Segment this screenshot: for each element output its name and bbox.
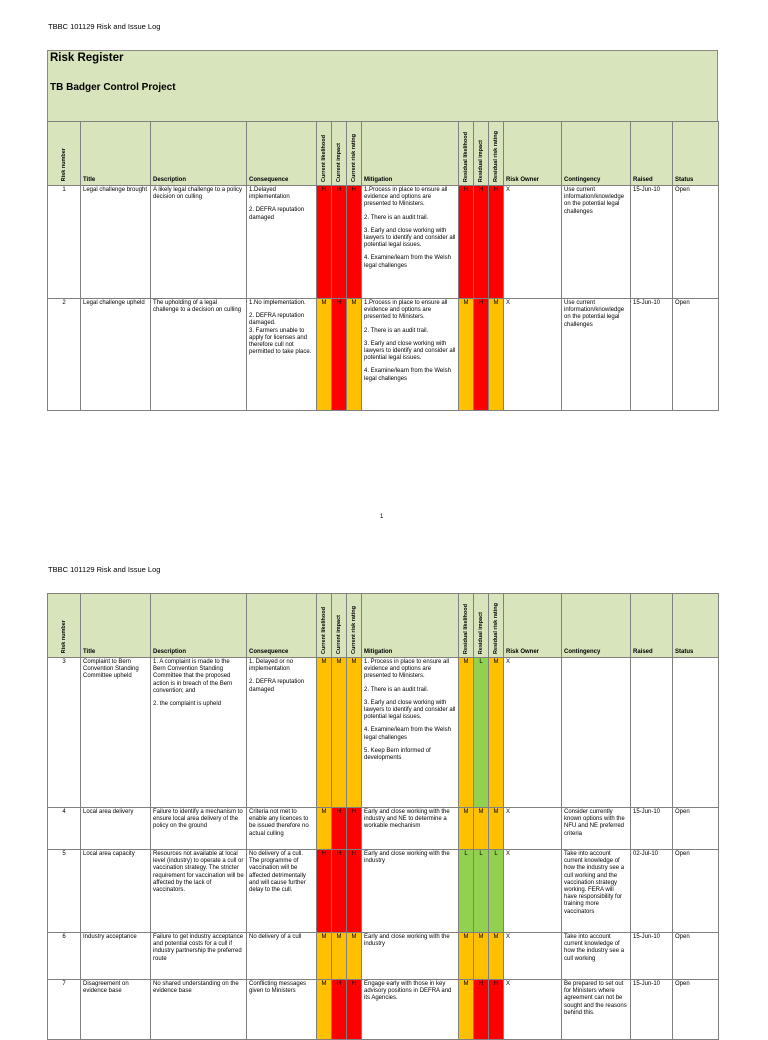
rating-cell-rl: M [459,933,474,980]
rating-cell-rr: M [489,933,504,980]
risk-row [48,980,719,1040]
column-header-current-likelihood [317,594,332,658]
column-header-residual-likelihood [459,594,474,658]
rating-cell-rl: H [459,186,474,299]
column-header-consequence: Consequence [247,122,317,186]
description-paragraph: 1. A complaint is made to the Bern Convention Standing Committee that the proposed action is in breach of the Bern convention; and [153,659,233,694]
column-header-mitigation: Mitigation [362,122,459,186]
cell-title: Complaint to Bern Convention Standing Committee upheld [81,658,151,808]
column-header-raised: Raised [631,122,673,186]
rating-cell-rl: M [459,658,474,808]
description-paragraph: 2. the complaint is upheld [153,700,222,707]
column-header-title: Title [81,122,151,186]
cell-contingency: Use current information/knowledge on the potential legal challenges [562,299,631,411]
cell-mitigation: Early and close working with the industry [362,933,459,980]
cell-contingency: Take into account current knowledge of how the industry see a cull working [562,933,631,980]
column-header-label: Risk number [60,148,67,182]
column-header-current-likelihood [317,122,332,186]
mitigation-paragraph: 1.Process in place to ensure all evidence and options are presented to Ministers. [364,187,448,208]
cell-description: A likely legal challenge to a policy decision on culling [151,186,247,299]
cell-mitigation: Engage early with those in key advisory positions in DEFRA and its Agencies. [362,980,459,1040]
rating-cell-rr: H [489,980,504,1040]
column-header-label: Risk number [60,620,67,654]
register-title-block [47,50,718,122]
cell-description: Resources not available at local level (industry) to operate a cull or vaccination strategy. The stricter requirement for vaccination will be affected by the lack of vaccinators. [151,850,247,933]
cell-consequence: No delivery of a cull. The programme of vaccination will be affected detrimentally and will cause further delay to the cull. [247,850,317,933]
rating-cell-rr: H [489,186,504,299]
column-header-current-impact [332,594,347,658]
cell-raised: 15-Jun-10 [631,933,673,980]
cell-num: 4 [48,808,81,850]
column-header-current-rating [347,122,362,186]
column-header-description: Description [151,122,247,186]
rating-cell-rl: M [459,299,474,411]
cell-title: Legal challenge upheld [81,299,151,411]
cell-owner: X [504,980,562,1040]
rating-cell-ri: M [474,933,489,980]
rating-cell-ci: H [332,980,347,1040]
rating-cell-cr: M [347,658,362,808]
column-header-label: Residual impact [477,611,484,654]
column-header-residual-likelihood [459,122,474,186]
rating-cell-rr: M [489,658,504,808]
column-header-residual-impact [474,594,489,658]
rating-cell-ci: H [332,299,347,411]
rating-cell-rr: M [489,299,504,411]
cell-consequence [247,658,317,808]
column-header-residual-rating [489,594,504,658]
rating-cell-cr: H [347,186,362,299]
risk-row [48,658,719,808]
column-header-current-impact [332,122,347,186]
cell-status: Open [673,299,719,411]
column-header-label: Residual impact [477,139,484,182]
cell-contingency: Consider currently known options with the NFU and NE preferred criteria [562,808,631,850]
rating-cell-ri: L [474,658,489,808]
cell-raised: 15-Jun-10 [631,980,673,1040]
mitigation-paragraph: 1. Process in place to ensure all evidence and options are presented to Ministers. [364,659,450,680]
cell-description [151,658,247,808]
mitigation-paragraph: 5. Keep Bern informed of developments [364,747,431,761]
risk-row [48,186,719,299]
risk-row [48,808,719,850]
rating-cell-cl: M [317,808,332,850]
consequence-paragraph: 2. DEFRA reputation damaged [249,679,305,693]
column-header-label: Residual risk rating [492,130,499,182]
cell-raised: 15-Jun-10 [631,808,673,850]
cell-raised: 02-Jul-10 [631,850,673,933]
mitigation-paragraph: 4. Examine/learn from the Welsh legal challenges [364,255,451,269]
cell-status: Open [673,980,719,1040]
rating-cell-ri: H [474,186,489,299]
mitigation-paragraph: 3. Early and close working with lawyers to identify and consider all potential legal issues. [364,699,456,721]
column-header-label: Current impact [335,142,342,182]
column-header-title: Title [81,594,151,658]
column-header-label: Residual risk rating [492,602,499,654]
rating-cell-rr: M [489,808,504,850]
cell-title: Local area capacity [81,850,151,933]
cell-status: Open [673,933,719,980]
risk-register-table-page1 [47,121,719,411]
column-header-residual-impact [474,122,489,186]
cell-consequence: Criteria not met to enable any licences to be issued therefore no actual culling [247,808,317,850]
cell-consequence: No delivery of a cull [247,933,317,980]
column-header-current-rating [347,594,362,658]
consequence-paragraph: 1.Delayed implementation [249,187,290,201]
column-header-status: Status [673,594,719,658]
rating-cell-cr: H [347,808,362,850]
risk-row [48,299,719,411]
cell-owner: X [504,658,562,808]
cell-num: 3 [48,658,81,808]
cell-title: Local area delivery [81,808,151,850]
cell-raised: 15-Jun-10 [631,299,673,411]
rating-cell-cl: M [317,658,332,808]
page2-document-header: TBBC 101129 Risk and Issue Log [48,565,161,574]
consequence-paragraph: 1. Delayed or no implementation [249,659,294,673]
column-header-contingency: Contingency [562,122,631,186]
cell-description: No shared understanding on the evidence base [151,980,247,1040]
cell-owner: X [504,299,562,411]
column-header-description: Description [151,594,247,658]
cell-status: Open [673,808,719,850]
cell-description: The upholding of a legal challenge to a decision on culling [151,299,247,411]
cell-status: Open [673,186,719,299]
column-header-residual-rating [489,122,504,186]
cell-mitigation: Early and close working with the industry [362,850,459,933]
cell-num: 1 [48,186,81,299]
cell-title: Industry acceptance [81,933,151,980]
rating-cell-ci: M [332,933,347,980]
risk-row [48,850,719,933]
column-header-risk-number [48,594,81,658]
rating-cell-cl: H [317,850,332,933]
mitigation-paragraph: 2. There is an audit trail. [364,686,429,693]
cell-mitigation: Early and close working with the industry and NE to determine a workable mechanism [362,808,459,850]
cell-consequence [247,186,317,299]
cell-mitigation [362,658,459,808]
page1-document-header: TBBC 101129 Risk and Issue Log [48,22,161,31]
rating-cell-ri: M [474,808,489,850]
cell-title: Legal challenge brought [81,186,151,299]
column-header-label: Current likelihood [320,134,327,182]
cell-contingency [562,658,631,808]
column-header-label: Residual likelihood [462,131,469,182]
cell-owner: X [504,808,562,850]
register-title: Risk Register [50,52,124,64]
rating-cell-ci: H [332,808,347,850]
mitigation-paragraph: 4. Examine/learn from the Welsh legal challenges [364,727,451,741]
rating-cell-cr: H [347,850,362,933]
column-header-label: Current impact [335,614,342,654]
column-header-contingency: Contingency [562,594,631,658]
rating-cell-ci: H [332,850,347,933]
rating-cell-cr: H [347,980,362,1040]
cell-consequence: Conflicting messages given to Ministers [247,980,317,1040]
cell-raised: 15-Jun-10 [631,186,673,299]
cell-num: 7 [48,980,81,1040]
cell-owner: X [504,933,562,980]
cell-title: Disagreement on evidence base [81,980,151,1040]
rating-cell-rl: M [459,980,474,1040]
column-header-label: Current risk rating [350,133,357,182]
mitigation-paragraph: 3. Early and close working with lawyers to identify and consider all potential legal issues. [364,227,456,249]
cell-consequence [247,299,317,411]
rating-cell-cr: M [347,299,362,411]
mitigation-paragraph: 2. There is an audit trail. [364,327,429,334]
rating-cell-ri: H [474,299,489,411]
cell-contingency: Be prepared to set out for Ministers where agreement can not be sought and the reasons behind this. [562,980,631,1040]
rating-cell-ci: H [332,186,347,299]
project-title: TB Badger Control Project [50,82,176,93]
cell-status: Open [673,850,719,933]
cell-description: Failure to get industry acceptance and potential costs for a cull if industry partnership the preferred route [151,933,247,980]
rating-cell-ri: H [474,980,489,1040]
column-header-owner: Risk Owner [504,122,562,186]
rating-cell-rr: L [489,850,504,933]
rating-cell-cr: M [347,933,362,980]
cell-num: 2 [48,299,81,411]
cell-num: 6 [48,933,81,980]
column-header-label: Current risk rating [350,605,357,654]
consequence-paragraph: 2. DEFRA reputation damaged [249,207,305,221]
rating-cell-cl: H [317,186,332,299]
column-header-risk-number [48,122,81,186]
rating-cell-ri: L [474,850,489,933]
page-number: 1 [380,514,384,520]
cell-description: Failure to identify a mechanism to ensure local area delivery of the policy on the ground [151,808,247,850]
cell-contingency: Take into account current knowledge of how the industry see a cull working and the vaccination strategy working. FERA will have responsibility for training more vaccinators [562,850,631,933]
cell-owner: X [504,850,562,933]
rating-cell-cl: M [317,980,332,1040]
risk-row [48,933,719,980]
column-header-raised: Raised [631,594,673,658]
column-header-status: Status [673,122,719,186]
cell-owner: X [504,186,562,299]
cell-status [673,658,719,808]
mitigation-paragraph: 1.Process in place to ensure all evidence and options are presented to Ministers. [364,300,448,321]
mitigation-paragraph: 3. Early and close working with lawyers to identify and consider all potential legal issues. [364,340,456,362]
cell-num: 5 [48,850,81,933]
rating-cell-rl: M [459,808,474,850]
mitigation-paragraph: 4. Examine/learn from the Welsh legal challenges [364,368,451,382]
column-header-consequence: Consequence [247,594,317,658]
cell-mitigation [362,186,459,299]
column-header-owner: Risk Owner [504,594,562,658]
mitigation-paragraph: 2. There is an audit trail. [364,214,429,221]
column-header-label: Residual likelihood [462,603,469,654]
rating-cell-ci: M [332,658,347,808]
consequence-paragraph: 1.No implementation. [249,300,306,306]
rating-cell-cl: M [317,299,332,411]
rating-cell-cl: M [317,933,332,980]
column-header-mitigation: Mitigation [362,594,459,658]
column-header-label: Current likelihood [320,606,327,654]
cell-raised [631,658,673,808]
rating-cell-rl: L [459,850,474,933]
risk-register-table-page2 [47,593,719,1040]
cell-mitigation [362,299,459,411]
cell-contingency: Use current information/knowledge on the potential legal challenges [562,186,631,299]
consequence-paragraph: 2. DEFRA reputation damaged. 3. Farmers unable to apply for licenses and therefore cull not permitted to take place. [249,313,312,356]
